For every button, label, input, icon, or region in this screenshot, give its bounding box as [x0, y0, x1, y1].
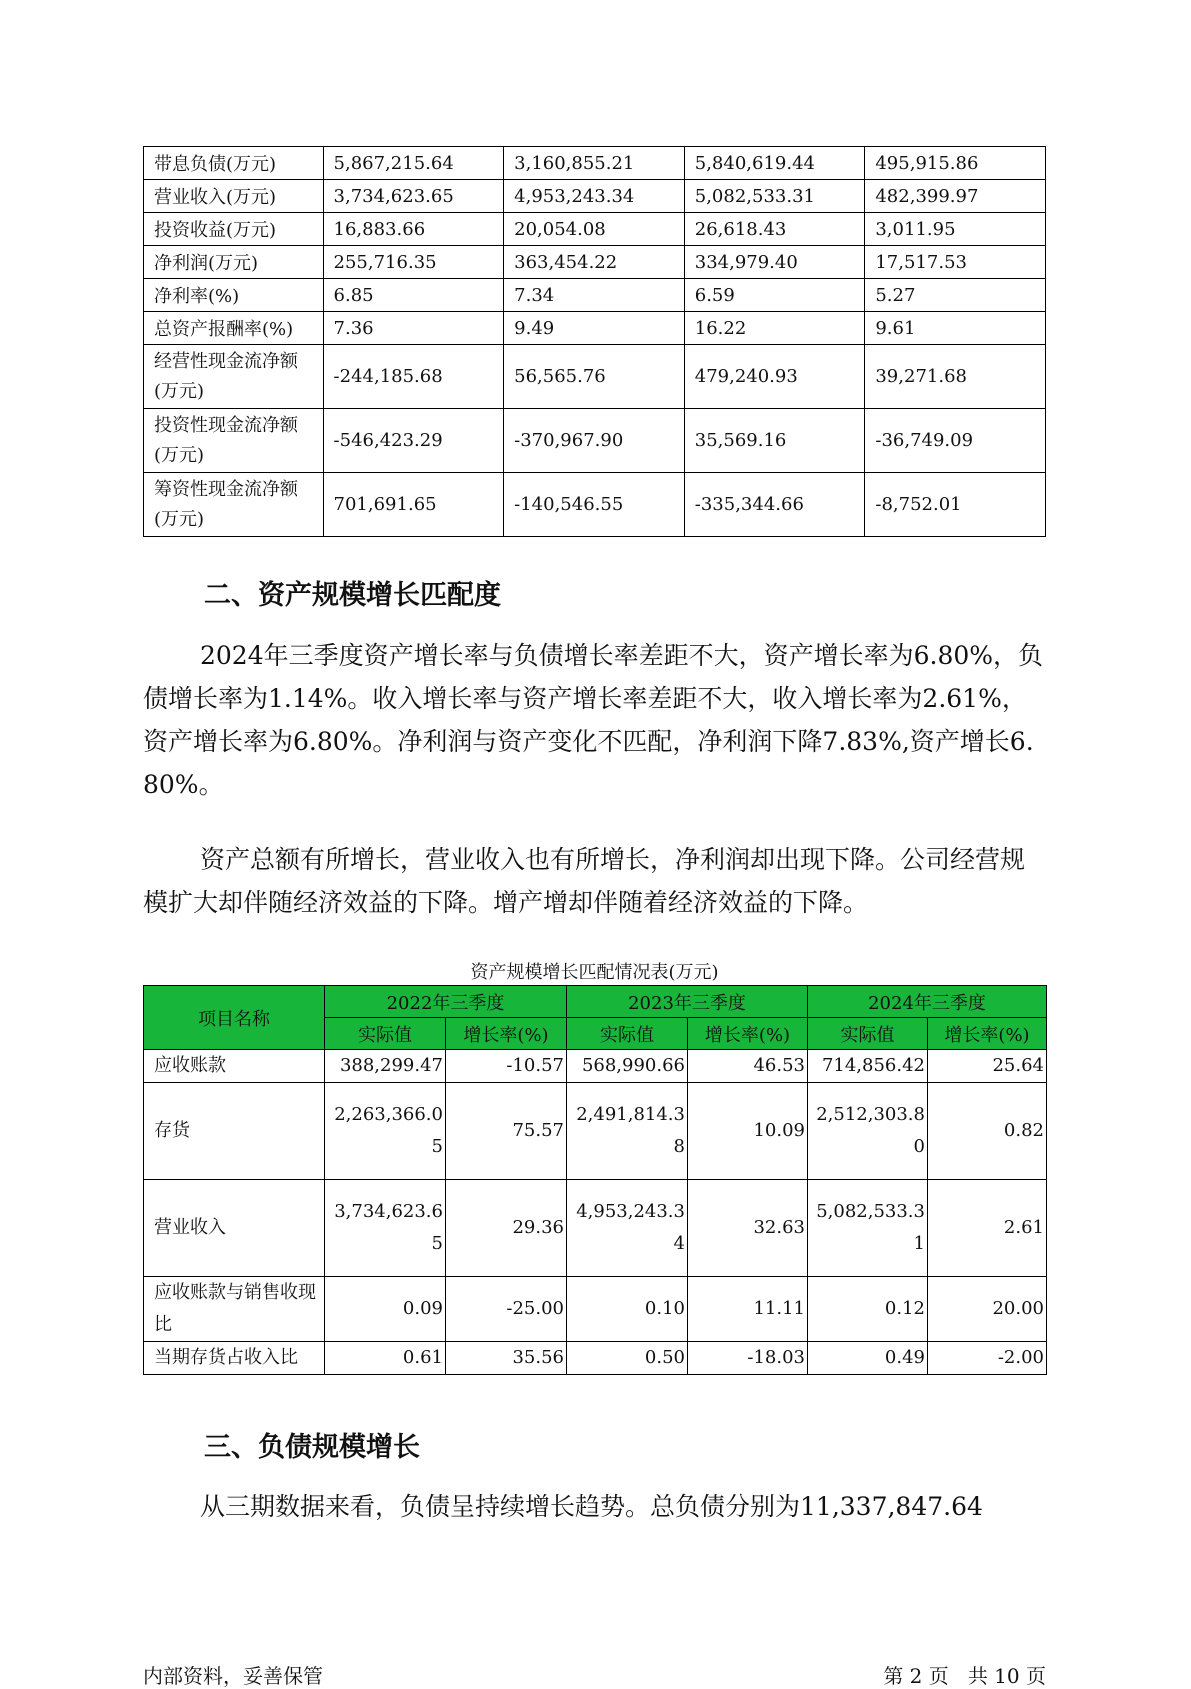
cell-value: 3,734,623.65	[325, 1180, 446, 1277]
row-label: 营业收入	[144, 1180, 325, 1277]
asset-growth-match-table	[143, 985, 1047, 1375]
cell-value: 2,491,814.38	[567, 1083, 688, 1180]
cell-value: 5.27	[865, 279, 1046, 312]
row-label: 净利率(%)	[144, 279, 324, 312]
header-period: 2024年三季度	[808, 986, 1047, 1018]
cell-value: -18.03	[688, 1342, 808, 1375]
cell-value: 17,517.53	[865, 246, 1046, 279]
row-label: 营业收入(万元)	[144, 180, 324, 213]
row-label: 带息负债(万元)	[144, 147, 324, 180]
cell-value: 11.11	[688, 1277, 808, 1342]
table-row	[144, 246, 1046, 279]
cell-value: -140,546.55	[504, 473, 685, 537]
cell-value: 4,953,243.34	[504, 180, 685, 213]
cell-value: 39,271.68	[865, 345, 1046, 409]
table-row	[144, 279, 1046, 312]
cell-value: -25.00	[446, 1277, 567, 1342]
row-label: 当期存货占收入比	[144, 1342, 325, 1375]
cell-value: -546,423.29	[323, 409, 504, 473]
paragraph: 资产总额有所增长，营业收入也有所增长，净利润却出现下降。公司经营规模扩大却伴随经济效益的下降。增产增却伴随着经济效益的下降。	[143, 845, 1026, 917]
table-row	[144, 1342, 1047, 1375]
row-label: 存货	[144, 1083, 325, 1180]
cell-value: 5,082,533.31	[808, 1180, 928, 1277]
cell-value: 25.64	[928, 1050, 1047, 1083]
cell-value: -370,967.90	[504, 409, 685, 473]
footer-note: 内部资料，妥善保管	[143, 1664, 323, 1688]
cell-value: 0.50	[567, 1342, 688, 1375]
table-row	[144, 312, 1046, 345]
cell-value: 26,618.43	[684, 213, 865, 246]
cell-value: 16,883.66	[323, 213, 504, 246]
header-item-name: 项目名称	[144, 986, 325, 1050]
cell-value: 10.09	[688, 1083, 808, 1180]
cell-value: 334,979.40	[684, 246, 865, 279]
cell-value: 4,953,243.34	[567, 1180, 688, 1277]
cell-value: 5,082,533.31	[684, 180, 865, 213]
cell-value: 479,240.93	[684, 345, 865, 409]
cell-value: 3,160,855.21	[504, 147, 685, 180]
cell-value: 0.61	[325, 1342, 446, 1375]
section-heading-asset-growth: 二、资产规模增长匹配度	[204, 580, 501, 611]
cell-value: 20.00	[928, 1277, 1047, 1342]
row-label: 筹资性现金流净额(万元)	[144, 473, 324, 537]
cell-value: -335,344.66	[684, 473, 865, 537]
financial-indicators-table	[143, 146, 1046, 537]
table-row	[144, 1083, 1047, 1180]
header-period: 2022年三季度	[325, 986, 567, 1018]
cell-value: 5,867,215.64	[323, 147, 504, 180]
paragraph: 从三期数据来看，负债呈持续增长趋势。总负债分别为11,337,847.64	[200, 1492, 983, 1521]
cell-value: 2.61	[928, 1180, 1047, 1277]
header-growth: 增长率(%)	[446, 1018, 567, 1050]
cell-value: 0.82	[928, 1083, 1047, 1180]
header-period: 2023年三季度	[567, 986, 808, 1018]
cell-value: 3,011.95	[865, 213, 1046, 246]
cell-value: 9.61	[865, 312, 1046, 345]
cell-value: -8,752.01	[865, 473, 1046, 537]
cell-value: -10.57	[446, 1050, 567, 1083]
header-growth: 增长率(%)	[928, 1018, 1047, 1050]
cell-value: 2,263,366.05	[325, 1083, 446, 1180]
table-row	[144, 180, 1046, 213]
table-row	[144, 409, 1046, 473]
cell-value: 56,565.76	[504, 345, 685, 409]
cell-value: 495,915.86	[865, 147, 1046, 180]
table-row	[144, 1050, 1047, 1083]
cell-value: 29.36	[446, 1180, 567, 1277]
cell-value: 46.53	[688, 1050, 808, 1083]
cell-value: 6.85	[323, 279, 504, 312]
cell-value: 482,399.97	[865, 180, 1046, 213]
cell-value: 35,569.16	[684, 409, 865, 473]
cell-value: 7.34	[504, 279, 685, 312]
cell-value: 2,512,303.80	[808, 1083, 928, 1180]
header-actual: 实际值	[808, 1018, 928, 1050]
header-actual: 实际值	[567, 1018, 688, 1050]
table-row	[144, 473, 1046, 537]
cell-value: 16.22	[684, 312, 865, 345]
cell-value: 7.36	[323, 312, 504, 345]
cell-value: 0.09	[325, 1277, 446, 1342]
cell-value: 701,691.65	[323, 473, 504, 537]
cell-value: 32.63	[688, 1180, 808, 1277]
section-heading-liability-growth: 三、负债规模增长	[204, 1432, 420, 1463]
cell-value: -2.00	[928, 1342, 1047, 1375]
cell-value: 20,054.08	[504, 213, 685, 246]
header-growth: 增长率(%)	[688, 1018, 808, 1050]
cell-value: 568,990.66	[567, 1050, 688, 1083]
cell-value: 3,734,623.65	[323, 180, 504, 213]
table-row	[144, 1277, 1047, 1342]
cell-value: 35.56	[446, 1342, 567, 1375]
table-row	[144, 345, 1046, 409]
row-label: 投资性现金流净额(万元)	[144, 409, 324, 473]
cell-value: 714,856.42	[808, 1050, 928, 1083]
cell-value: -244,185.68	[323, 345, 504, 409]
table-caption: 资产规模增长匹配情况表(万元)	[470, 962, 719, 983]
paragraph: 2024年三季度资产增长率与负债增长率差距不大，资产增长率为6.80%，负债增长率为1.14%。收入增长率与资产增长率差距不大，收入增长率为2.61%，资产增长率为6.80%。净利润与资产变化不匹配，净利润下降7.83%,资产增长6.80%。	[143, 641, 1044, 799]
header-actual: 实际值	[325, 1018, 446, 1050]
cell-value: 6.59	[684, 279, 865, 312]
cell-value: 255,716.35	[323, 246, 504, 279]
cell-value: 388,299.47	[325, 1050, 446, 1083]
row-label: 总资产报酬率(%)	[144, 312, 324, 345]
cell-value: 9.49	[504, 312, 685, 345]
table-row	[144, 1180, 1047, 1277]
cell-value: -36,749.09	[865, 409, 1046, 473]
row-label: 净利润(万元)	[144, 246, 324, 279]
cell-value: 0.10	[567, 1277, 688, 1342]
cell-value: 75.57	[446, 1083, 567, 1180]
page-number: 第 2 页 共 10 页	[883, 1664, 1046, 1688]
table-row	[144, 213, 1046, 246]
cell-value: 0.12	[808, 1277, 928, 1342]
cell-value: 5,840,619.44	[684, 147, 865, 180]
row-label: 应收账款与销售收现比	[144, 1277, 325, 1342]
row-label: 经营性现金流净额(万元)	[144, 345, 324, 409]
row-label: 应收账款	[144, 1050, 325, 1083]
cell-value: 363,454.22	[504, 246, 685, 279]
cell-value: 0.49	[808, 1342, 928, 1375]
row-label: 投资收益(万元)	[144, 213, 324, 246]
table-row	[144, 147, 1046, 180]
